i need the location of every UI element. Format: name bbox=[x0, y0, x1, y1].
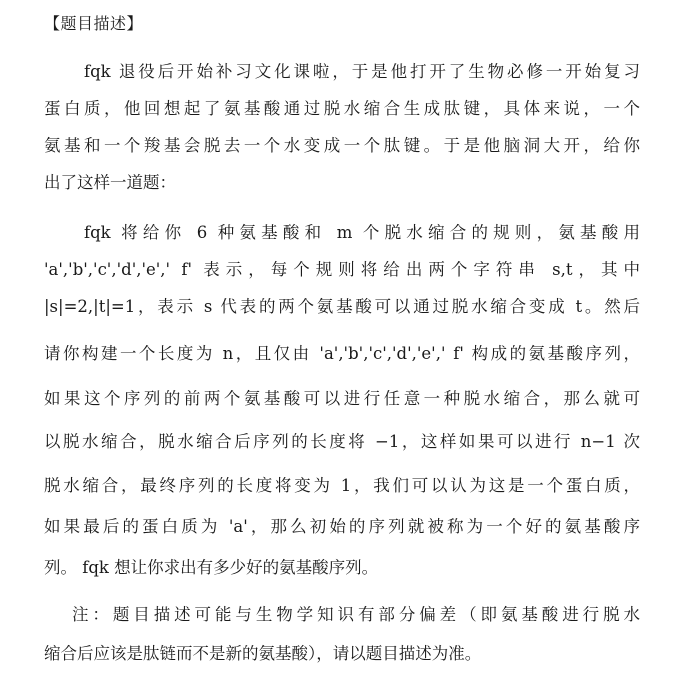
paragraph-2-line-3: |s|=2,|t|=1，表示 s 代表的两个氨基酸可以通过脱水缩合变成 t。然后 bbox=[44, 297, 640, 316]
paragraph-1-line-4: 出了这样一道题： bbox=[44, 173, 176, 192]
paragraph-2-line-2: 'a','b','c','d','e',' f' 表示，每个规则将给出两个字符串 s,t，其中 bbox=[44, 260, 640, 279]
paragraph-2-line-4: 请你构建一个长度为 n，且仅由 'a','b','c','d','e',' f' 构成的氨基酸序列， bbox=[44, 344, 640, 363]
paragraph-2-line-9: 列。 fqk 想让你求出有多少好的氨基酸序列。 bbox=[44, 558, 379, 577]
paragraph-1-line-2: 蛋白质，他回想起了氨基酸通过脱水缩合生成肽键，具体来说，一个 bbox=[44, 99, 640, 118]
section-heading: 【题目描述】 bbox=[44, 14, 144, 33]
paragraph-1-line-1: fqk 退役后开始补习文化课啦，于是他打开了生物必修一开始复习 bbox=[84, 62, 640, 81]
paragraph-2-line-1: fqk 将给你 6 种氨基酸和 m 个脱水缩合的规则，氨基酸用 bbox=[84, 223, 640, 242]
paragraph-1-line-3: 氨基和一个羧基会脱去一个水变成一个肽键。于是他脑洞大开，给你 bbox=[44, 136, 640, 155]
paragraph-2-line-7: 脱水缩合，最终序列的长度将变为 1，我们可以认为这是一个蛋白质， bbox=[44, 476, 640, 495]
note-line-1: 注：题目描述可能与生物学知识有部分偏差（即氨基酸进行脱水 bbox=[72, 605, 640, 624]
paragraph-2-line-6: 以脱水缩合，脱水缩合后序列的长度将 −1，这样如果可以进行 n−1 次 bbox=[44, 432, 640, 451]
note-line-2: 缩合后应该是肽链而不是新的氨基酸），请以题目描述为准。 bbox=[44, 644, 482, 663]
paragraph-2-line-8: 如果最后的蛋白质为 'a'，那么初始的序列就被称为一个好的氨基酸序 bbox=[44, 517, 640, 536]
paragraph-2-line-5: 如果这个序列的前两个氨基酸可以进行任意一种脱水缩合，那么就可 bbox=[44, 389, 640, 408]
